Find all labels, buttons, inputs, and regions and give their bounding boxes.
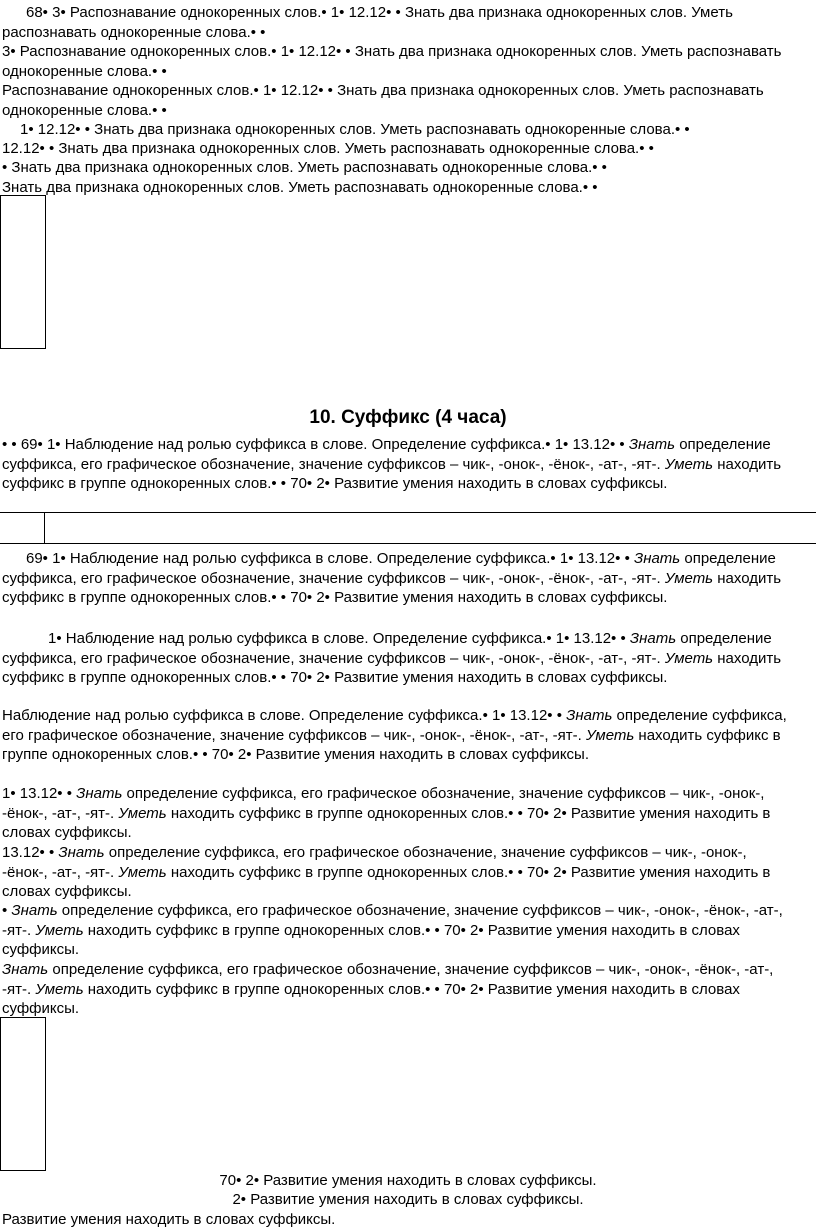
lesson-69-paragraph-3: 1• Наблюдение над ролью суффикса в слове. Определение суффикса.• 1• 13.12• • Знать определение суффикса, его графическое обозначение, значение суффиксов – чик-, -онок-, -ёнок-, -ат-, -ят-. Уметь находить суффикс в группе однокоренных слов.• • 70• 2• Развитие умения находить в словах суффиксы. — [2, 630, 782, 686]
table-rule-vertical — [44, 512, 45, 543]
table-rule-bottom — [0, 543, 816, 544]
lesson-line-6: • Знать два признака однокоренных слов. Уметь распознавать однокоренные слова.• • — [2, 159, 607, 176]
lesson-69-paragraph-4: Наблюдение над ролью суффикса в слове. Определение суффикса.• 1• 13.12• • Знать определение суффикса, его графическое обозначение, значение суффиксов – чик-, -онок-, -ёнок-, -ат-, -ят-. Уметь находить суффикс в группе однокоренных слов.• • 70• 2• Развитие умения находить в словах суффиксы. — [2, 707, 787, 763]
lesson-70-line-1: 70• 2• Развитие умения находить в словах суффиксы. — [219, 1172, 597, 1189]
lesson-line-7: Знать два признака однокоренных слов. Уметь распознавать однокоренные слова.• • — [2, 179, 598, 196]
lesson-69-paragraph-7: • Знать определение суффикса, его графическое обозначение, значение суффиксов – чик-, -онок-, -ёнок-, -ат-, -ят-. Уметь находить суффикс в группе однокоренных слов.• • 70• 2• Развитие умения находить в словах суффиксы. — [2, 902, 783, 958]
table-cell-frame — [0, 195, 46, 349]
lesson-69-paragraph-1: • • 69• 1• Наблюдение над ролью суффикса в слове. Определение суффикса.• 1• 13.12• • Знать определение суффикса, его графическое обозначение, значение суффиксов – чик-, -онок-, -ёнок-, -ат-, -ят-. Уметь находить суффикс в группе однокоренных слов.• • 70• 2• Развитие умения находить в словах суффиксы. — [2, 436, 782, 492]
lesson-line-5: 12.12• • Знать два признака однокоренных слов. Уметь распознавать однокоренные слова.• • — [2, 140, 654, 157]
lesson-69-paragraph-8: Знать определение суффикса, его графическое обозначение, значение суффиксов – чик-, -онок-, -ёнок-, -ат-, -ят-. Уметь находить суффикс в группе однокоренных слов.• • 70• 2• Развитие умения находить в словах суффиксы. — [2, 961, 774, 1017]
table-rule-top — [0, 512, 816, 513]
lesson-69-paragraph-2: 69• 1• Наблюдение над ролью суффикса в слове. Определение суффикса.• 1• 13.12• • Знать определение суффикса, его графическое обозначение, значение суффиксов – чик-, -онок-, -ёнок-, -ат-, -ят-. Уметь находить суффикс в группе однокоренных слов.• • 70• 2• Развитие умения находить в словах суффиксы. — [2, 550, 782, 606]
lesson-line-4: 1• 12.12• • Знать два признака однокоренных слов. Уметь распознавать однокоренные слова.• • — [20, 121, 690, 138]
lesson-69-paragraph-6: 13.12• • Знать определение суффикса, его графическое обозначение, значение суффиксов – чик-, -онок-, -ёнок-, -ат-, -ят-. Уметь находить суффикс в группе однокоренных слов.• • 70• 2• Развитие умения находить в словах суффиксы. — [2, 844, 771, 900]
section-heading: 10. Суффикс (4 часа) — [309, 407, 507, 428]
lesson-line-2: 3• Распознавание однокоренных слов.• 1• 12.12• • Знать два признака однокоренных слов. Уметь распознавать однокоренные слова.• • — [2, 43, 782, 80]
lesson-line-3: Распознавание однокоренных слов.• 1• 12.12• • Знать два признака однокоренных слов. Уметь распознавать однокоренные слова.• • — [2, 82, 764, 119]
lesson-69-paragraph-5: 1• 13.12• • Знать определение суффикса, его графическое обозначение, значение суффиксов – чик-, -онок-, -ёнок-, -ат-, -ят-. Уметь находить суффикс в группе однокоренных слов.• • 70• 2• Развитие умения находить в словах суффиксы. — [2, 785, 771, 841]
lesson-line-1: 68• 3• Распознавание однокоренных слов.• 1• 12.12• • Знать два признака однокоренных слов. Уметь распознавать однокоренные слова.• • — [2, 4, 733, 41]
lesson-70-line-2: 2• Развитие умения находить в словах суффиксы. — [232, 1191, 584, 1208]
table-cell-frame-2 — [0, 1017, 46, 1171]
lesson-70-line-3: Развитие умения находить в словах суффиксы. — [2, 1211, 336, 1228]
